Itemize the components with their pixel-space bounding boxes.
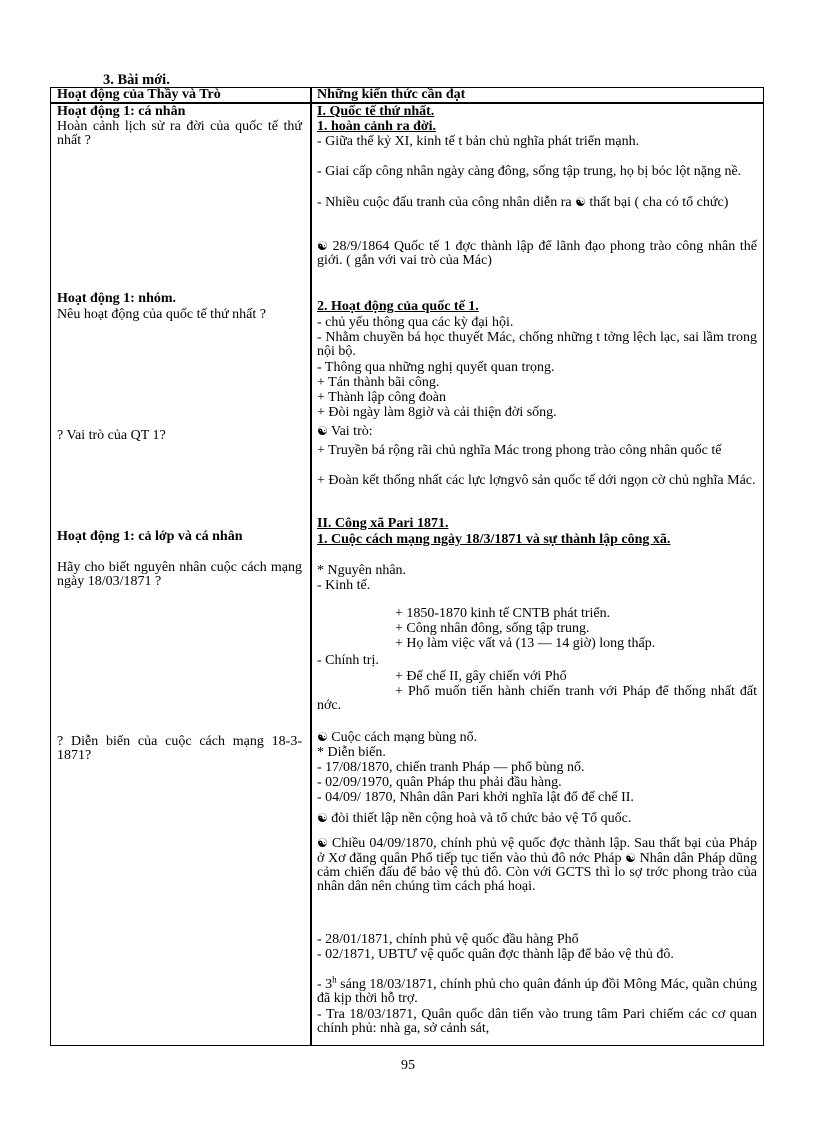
- section-2-1-title: 1. Cuộc cách mạng ngày 18/3/1871 và sự thành lập công xã.: [317, 532, 671, 547]
- paragraph: - 02/09/1970, quân Pháp thu phải đầu hàng.: [317, 775, 562, 790]
- paragraph: + Phổ muốn tiến hành chiến tranh với Pháp để thống nhất đất nớc.: [317, 684, 757, 713]
- col-right-header: Những kiến thức cần đạt: [317, 87, 466, 102]
- paragraph: - Thông qua những nghị quyết quan trọng.: [317, 360, 555, 375]
- col-left-header: Hoạt động của Thầy và Trò: [57, 87, 221, 102]
- activity-2-question: Nêu hoạt động của quốc tế thứ nhất ?: [57, 307, 266, 322]
- paragraph: - Giai cấp công nhân ngày càng đông, sống tập trung, họ bị bóc lột nặng nề.: [317, 164, 742, 179]
- paragraph: - 04/09/ 1870, Nhân dân Pari khởi nghĩa lật đổ đế chế II.: [317, 790, 634, 805]
- section-heading: 3. Bài mới.: [103, 72, 170, 88]
- section-1-title: I. Quốc tế thứ nhất.: [317, 104, 435, 119]
- activity-2-title: Hoạt động 1: nhóm.: [57, 291, 177, 306]
- arrow-icon: ☯: [317, 836, 328, 850]
- paragraph: ☯ Vai trò:: [317, 424, 373, 439]
- arrow-icon: ☯: [625, 851, 636, 865]
- paragraph: + Truyền bá rộng rãi chủ nghĩa Mác trong phong trào công nhân quốc tế: [317, 443, 722, 458]
- section-2-title: II. Công xã Pari 1871.: [317, 516, 449, 531]
- page-number: 95: [401, 1058, 415, 1073]
- activity-3-question-2: ? Diễn biến của cuộc cách mạng 18-3-1871?: [57, 734, 302, 763]
- column-divider: [310, 88, 312, 1045]
- paragraph: + Thành lập công đoàn: [317, 390, 446, 405]
- paragraph: ☯ Chiều 04/09/1870, chính phủ vệ quốc đợc thành lập. Sau thất bại của Pháp ở Xơ đăng quân Phổ tiếp tục tiến vào thủ đô nớc Pháp ☯ Nhân dân Pháp dũng cảm chiến đấu để bảo vệ thủ đô. Còn với GCTS thì lo sợ trớc phong trào của nhân dân nên chúng tìm cách phá hoại.: [317, 836, 758, 894]
- paragraph: + Đoàn kết thống nhất các lực lợngvô sản quốc tế dới ngọn cờ chủ nghĩa Mác.: [317, 473, 756, 488]
- arrow-icon: ☯: [317, 424, 328, 438]
- activity-3-title: Hoạt động 1: cả lớp và cá nhân: [57, 529, 243, 544]
- paragraph: + 1850-1870 kinh tế CNTB phát triển.: [395, 606, 611, 621]
- paragraph: ☯ 28/9/1864 Quốc tế 1 đợc thành lập để lãnh đạo phong trào công nhân thế giới. ( gắn với vai trò của Mác): [317, 239, 758, 268]
- lesson-table: [50, 87, 764, 1046]
- paragraph: + Đòi ngày làm 8giờ và cải thiện đời sống.: [317, 405, 557, 420]
- paragraph: * Diễn biến.: [317, 745, 386, 760]
- paragraph: - Tra 18/03/1871, Quân quốc dân tiến vào trung tâm Pari chiếm các cơ quan chính phủ: nhà ga, sở cảnh sát,: [317, 1007, 757, 1036]
- activity-1-title: Hoạt động 1: cá nhân: [57, 104, 186, 119]
- paragraph: - 3$^h$ sáng 18/03/1871, chính phủ cho quân đánh úp đồi Mông Mác, quần chúng đã kịp thời hỗ trợ.: [317, 974, 757, 1006]
- arrow-icon: ☯: [575, 195, 586, 209]
- activity-1-question: Hoàn cảnh lịch sử ra đời của quốc tế thứ nhất ?: [57, 119, 302, 148]
- arrow-icon: ☯: [317, 239, 328, 253]
- paragraph: * Nguyên nhân.: [317, 563, 407, 578]
- paragraph: + Đế chế II, gây chiến với Phổ: [395, 669, 567, 684]
- paragraph: - Chính trị.: [317, 653, 379, 668]
- activity-2-question-2: ? Vai trò của QT 1?: [57, 428, 166, 443]
- paragraph: - 28/01/1871, chính phủ vệ quốc đầu hàng Phổ: [317, 932, 579, 947]
- paragraph: - Kinh tế.: [317, 578, 371, 593]
- paragraph: - Giữa thế kỷ XI, kinh tế t bản chủ nghĩa phát triển mạnh.: [317, 134, 640, 149]
- paragraph: - chủ yếu thông qua các kỳ đại hội.: [317, 315, 514, 330]
- paragraph: + Công nhân đông, sống tập trung.: [395, 621, 590, 636]
- paragraph: ☯ đòi thiết lập nền cộng hoà và tổ chức bảo vệ Tổ quốc.: [317, 811, 632, 826]
- paragraph: + Tán thành bãi công.: [317, 375, 440, 390]
- paragraph: - Nhiều cuộc đấu tranh của công nhân diễn ra ☯ thất bại ( cha có tổ chức): [317, 195, 729, 210]
- section-1-2-title: 2. Hoạt động của quốc tế 1.: [317, 299, 479, 314]
- section-1-1-title: 1. hoàn cảnh ra đời.: [317, 119, 436, 134]
- activity-3-question: Hãy cho biết nguyên nhân cuộc cách mạng ngày 18/03/1871 ?: [57, 560, 302, 589]
- paragraph: - 02/1871, UBTƯ vệ quốc quân đợc thành lập để bảo vệ thủ đô.: [317, 947, 674, 962]
- paragraph: + Họ làm việc vất vả (13 — 14 giờ) long thấp.: [395, 636, 656, 651]
- paragraph: ☯ Cuộc cách mạng bùng nổ.: [317, 730, 478, 745]
- arrow-icon: ☯: [317, 811, 328, 825]
- paragraph: - Nhằm chuyền bá học thuyết Mác, chống những t tởng lệch lạc, sai lầm trong nội bộ.: [317, 330, 757, 359]
- arrow-icon: ☯: [317, 730, 328, 744]
- paragraph: - 17/08/1870, chiến tranh Pháp — phổ bùng nổ.: [317, 760, 585, 775]
